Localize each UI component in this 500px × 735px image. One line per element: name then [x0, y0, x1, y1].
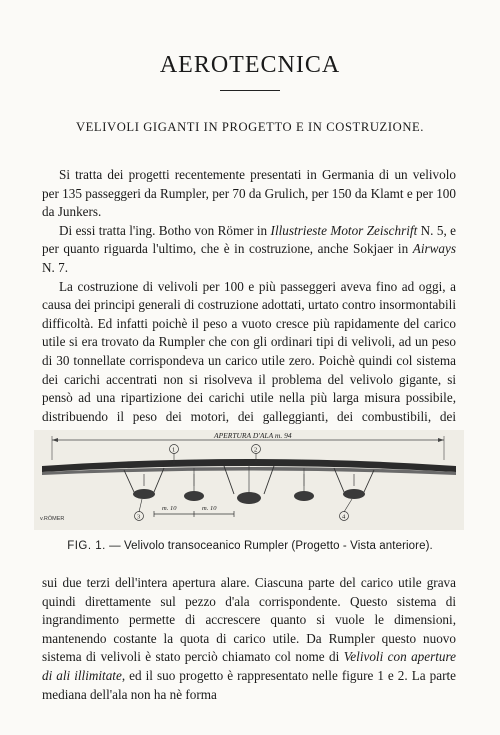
span-label: APERTURA D'ALA m. 94	[214, 431, 292, 440]
callout-1: 1	[172, 446, 176, 454]
paragraph-2	[42, 222, 456, 278]
article-title: VELIVOLI GIGANTI IN PROGETTO E IN COSTRUZIONE.	[75, 120, 425, 134]
paragraph-4-text-a: sui due terzi dell'intera apertura alare. Ciascuna parte del carico utile grava quindi direttamente sul pezzo d'ala corrispondente. Questo sistema di ingrandimento permette di accrescere quanto si vuole le dimensioni, mantenendo costante la quota di carico utile. Da Rumpler questo nuovo sistema di velivoli è stato perciò chiamato col nome di	[42, 575, 456, 665]
article-body-top	[42, 166, 456, 445]
drawing-signature: v.RÖMER	[40, 516, 65, 522]
paragraph-2-text-c: N. 7.	[42, 259, 69, 275]
title-rule	[220, 90, 280, 91]
figure-1	[34, 430, 464, 530]
paragraph-4-text-b: , ed il suo progetto è rappresentato nelle figure 1 e 2. La parte mediana dell'ala non ha nè forma	[42, 667, 456, 702]
journal-name-2: Airways	[412, 241, 456, 257]
caption-text: — Velivolo transoceanico Rumpler (Progetto - Vista anteriore).	[105, 540, 433, 552]
paragraph-3: La costruzione di velivoli per 100 e più passeggeri aveva fino ad oggi, a causa dei principi generali di costruzione adottati, urtato contro insormontabili difficoltà. Ed infatti poichè il peso a vuoto cresce più rapidamente del carico utile si era trovato da Rumpler che con gli ordinari tipi di velivoli, ad un peso di 30 tonnellate corrispondeva un carico utile zero. Poichè quindi col sistema dei carichi accentrati non si risolveva il problema del velivolo gigante, si pensò ad una ripartizione dei carichi utile nella più larga misura possibile, distribuendo il peso dei motori, dei galleggianti, dei combustibili, dei	[42, 278, 456, 424]
paragraph-1: Si tratta dei progetti recentemente presentati in Germania di un velivolo per 135 passeggeri da Rumpler, per 70 da Grulich, per 150 da Klamt e per 100 da Junkers.	[42, 167, 456, 220]
callout-2: 2	[254, 446, 258, 454]
paragraph-2-text-a: Di essi tratta l'ing. Botho von Römer in	[59, 222, 271, 238]
scale-label-1: m. 10	[162, 505, 177, 512]
system-name: Velivoli con aperture di ali illimitate	[42, 649, 456, 683]
callout-4: 4	[342, 513, 346, 521]
figure-caption	[0, 540, 500, 552]
paragraph-2-text-b: N. 5, e per quanto riguarda l'ultimo, che è in costruzione, anche Sokjaer in	[42, 222, 456, 257]
article-body-bottom	[42, 574, 456, 704]
caption-label: FIG. 1.	[67, 540, 106, 552]
paragraph-4	[42, 574, 456, 704]
section-title: AEROTECNICA	[159, 52, 341, 78]
journal-name: Illustrieste Motor Zeischrift	[270, 222, 418, 238]
aircraft-drawing	[34, 430, 464, 530]
scale-label-2: m. 10	[202, 505, 217, 512]
callout-3: 3	[137, 513, 141, 521]
